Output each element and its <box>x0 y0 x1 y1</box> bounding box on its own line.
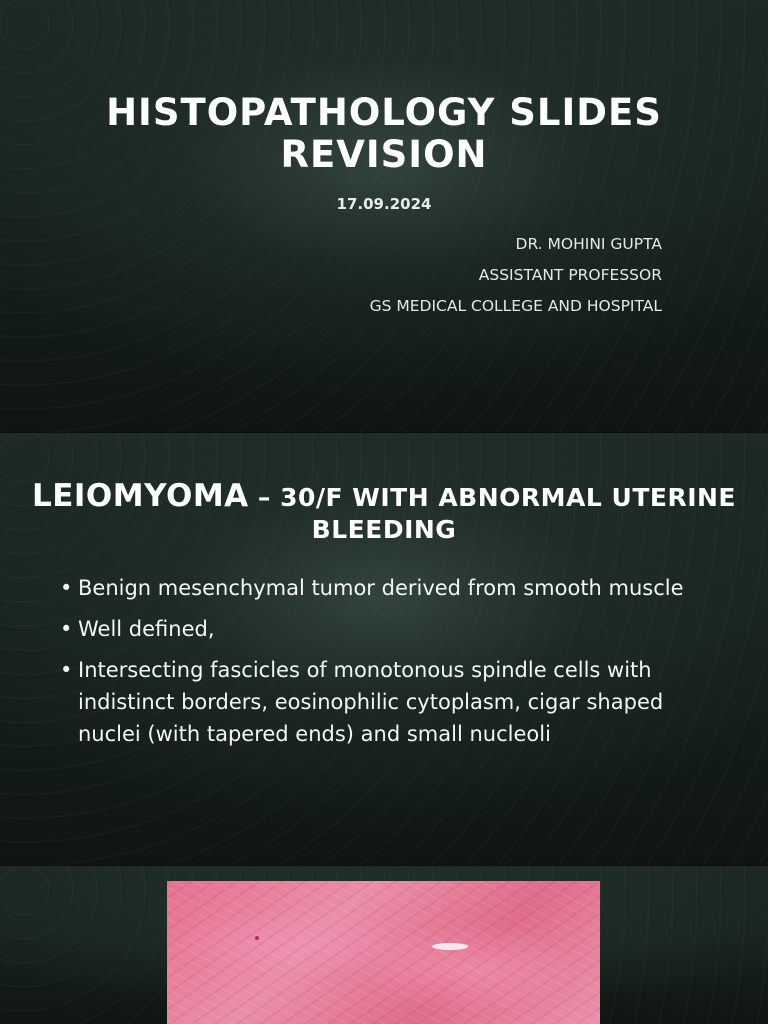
slide-title-main: LEIOMYOMA <box>31 478 249 514</box>
bullet-item <box>60 654 712 750</box>
author-institution: GS MEDICAL COLLEGE AND HOSPITAL <box>369 297 662 315</box>
bullet-icon: • <box>60 576 73 600</box>
bullet-item <box>60 572 712 604</box>
micrograph-slide <box>0 866 768 1024</box>
author-name: DR. MOHINI GUPTA <box>515 235 662 253</box>
slide-title-sub: – 30/F WITH ABNORMAL UTERINE BLEEDING <box>248 483 737 544</box>
bullet-text: Intersecting fascicles of monotonous spindle cells with indistinct borders, eosinophilic cytoplasm, cigar shaped nuclei (with tapered ends) and small nucleoli <box>78 658 664 746</box>
bullet-text: Well defined, <box>78 617 215 641</box>
author-block <box>370 234 662 327</box>
bullet-text: Benign mesenchymal tumor derived from smooth muscle <box>78 576 684 600</box>
bullet-icon: • <box>60 617 73 641</box>
presentation-title: HISTOPATHOLOGY SLIDES REVISION <box>106 91 662 176</box>
bullet-list <box>60 572 712 759</box>
bullet-item <box>60 613 712 645</box>
slide-title <box>30 480 738 546</box>
vessel-lumen <box>432 943 468 950</box>
title-slide <box>0 0 768 432</box>
nucleus-spot <box>255 936 259 940</box>
author-designation: ASSISTANT PROFESSOR <box>478 266 662 284</box>
bullet-icon: • <box>60 658 73 682</box>
leiomyoma-slide <box>0 433 768 865</box>
presentation-date: 17.09.2024 <box>336 195 432 213</box>
histology-micrograph-image <box>167 881 600 1024</box>
